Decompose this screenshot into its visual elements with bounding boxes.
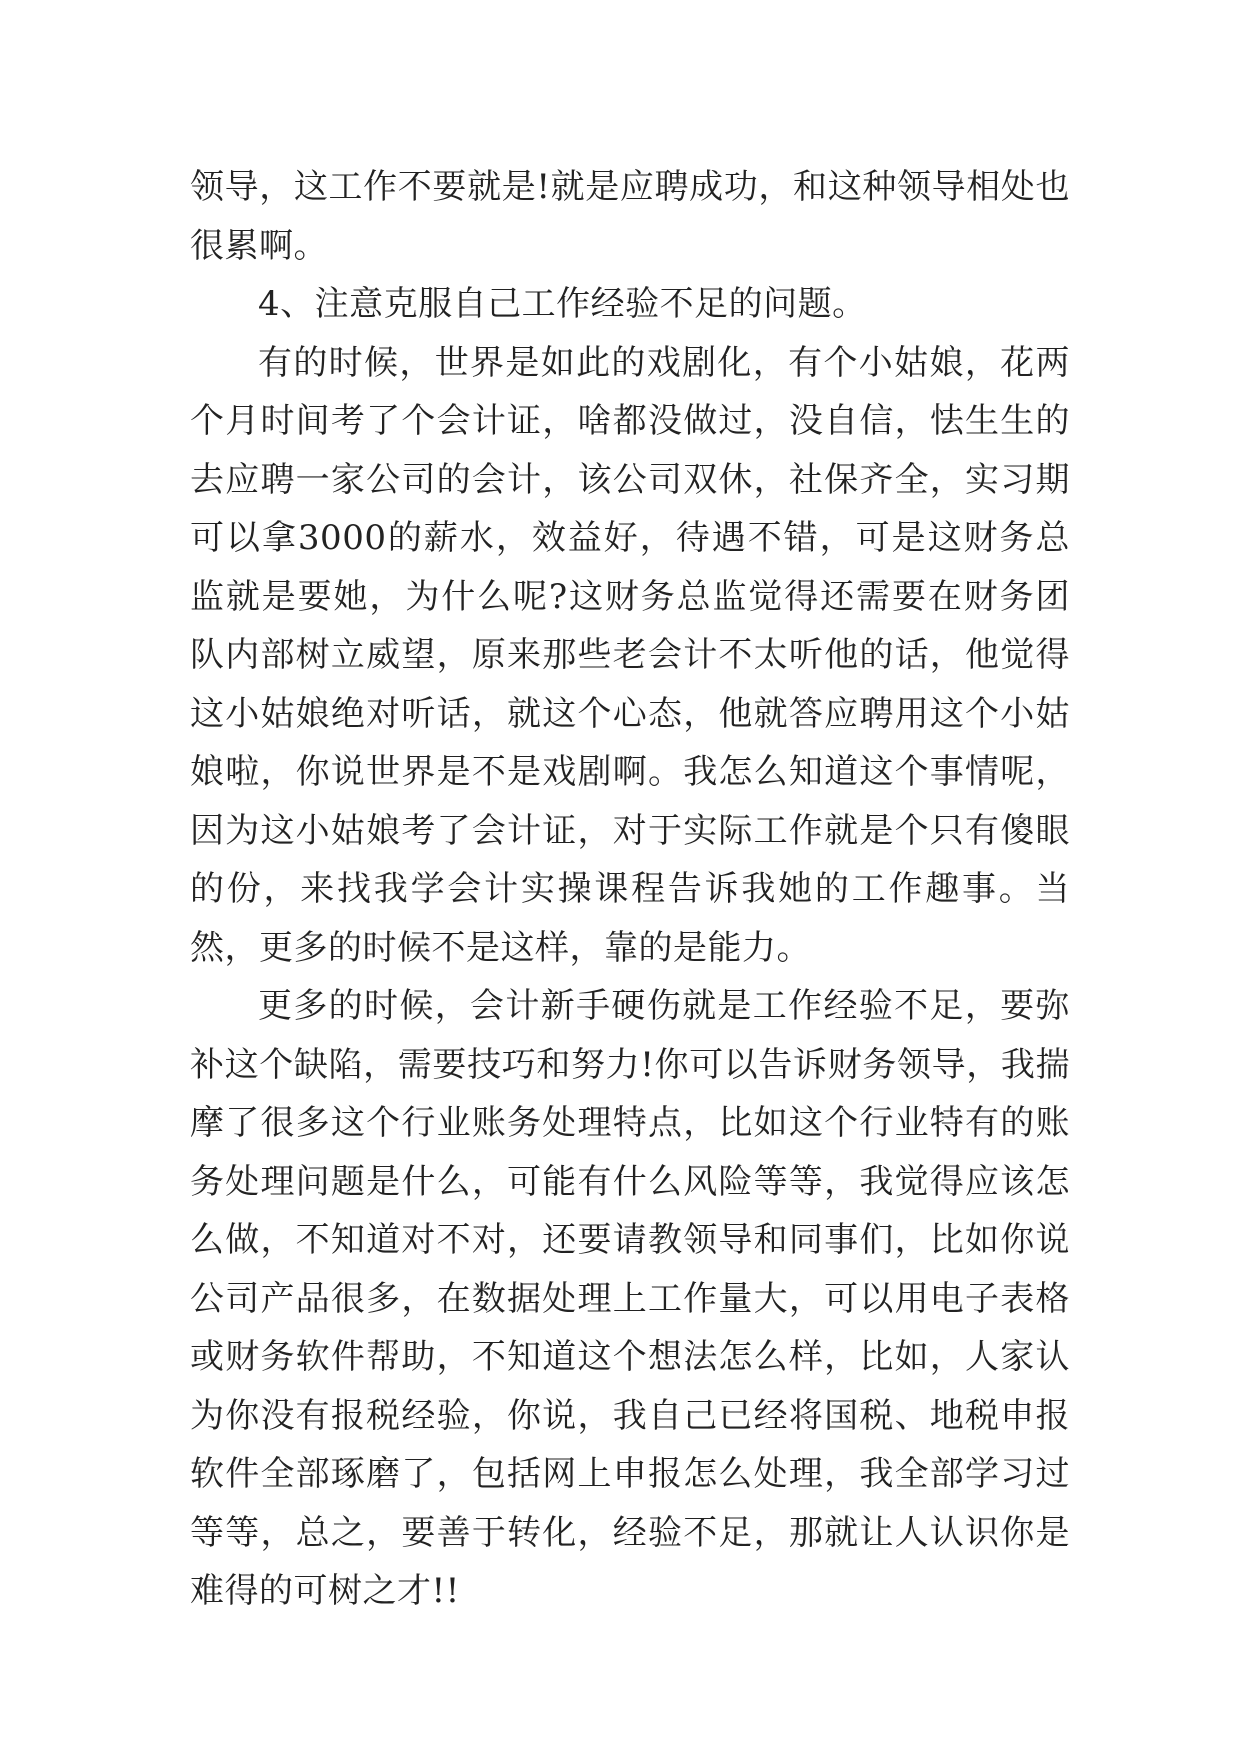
paragraph-heading-4: 4、注意克服自己工作经验不足的问题。 bbox=[258, 284, 867, 324]
document-body bbox=[190, 158, 1070, 1621]
paragraph-continuation: 领导，这工作不要就是!就是应聘成功，和这种领导相处也很累啊。 bbox=[190, 167, 1070, 266]
paragraph-advice: 更多的时候，会计新手硬伤就是工作经验不足，要弥补这个缺陷，需要技巧和努力!你可以告诉财务领导，我揣摩了很多这个行业账务处理特点，比如这个行业特有的账务处理问题是什么，可能有什么风险等等，我觉得应该怎么做，不知道对不对，还要请教领导和同事们，比如你说公司产品很多，在数据处理上工作量大，可以用电子表格或财务软件帮助，不知道这个想法怎么样，比如，人家认为你没有报税经验，你说，我自己已经将国税、地税申报软件全部琢磨了，包括网上申报怎么处理，我全部学习过等等，总之，要善于转化，经验不足，那就让人认识你是难得的可树之才!! bbox=[190, 986, 1070, 1611]
paragraph-story: 有的时候，世界是如此的戏剧化，有个小姑娘，花两个月时间考了个会计证，啥都没做过，没自信，怯生生的去应聘一家公司的会计，该公司双休，社保齐全，实习期可以拿3000的薪水，效益好，待遇不错，可是这财务总监就是要她，为什么呢?这财务总监觉得还需要在财务团队内部树立威望，原来那些老会计不太听他的话，他觉得这小姑娘绝对听话，就这个心态，他就答应聘用这个小姑娘啦，你说世界是不是戏剧啊。我怎么知道这个事情呢，因为这小姑娘考了会计证，对于实际工作就是个只有傻眼的份，来找我学会计实操课程告诉我她的工作趣事。当然，更多的时候不是这样，靠的是能力。 bbox=[190, 342, 1070, 968]
